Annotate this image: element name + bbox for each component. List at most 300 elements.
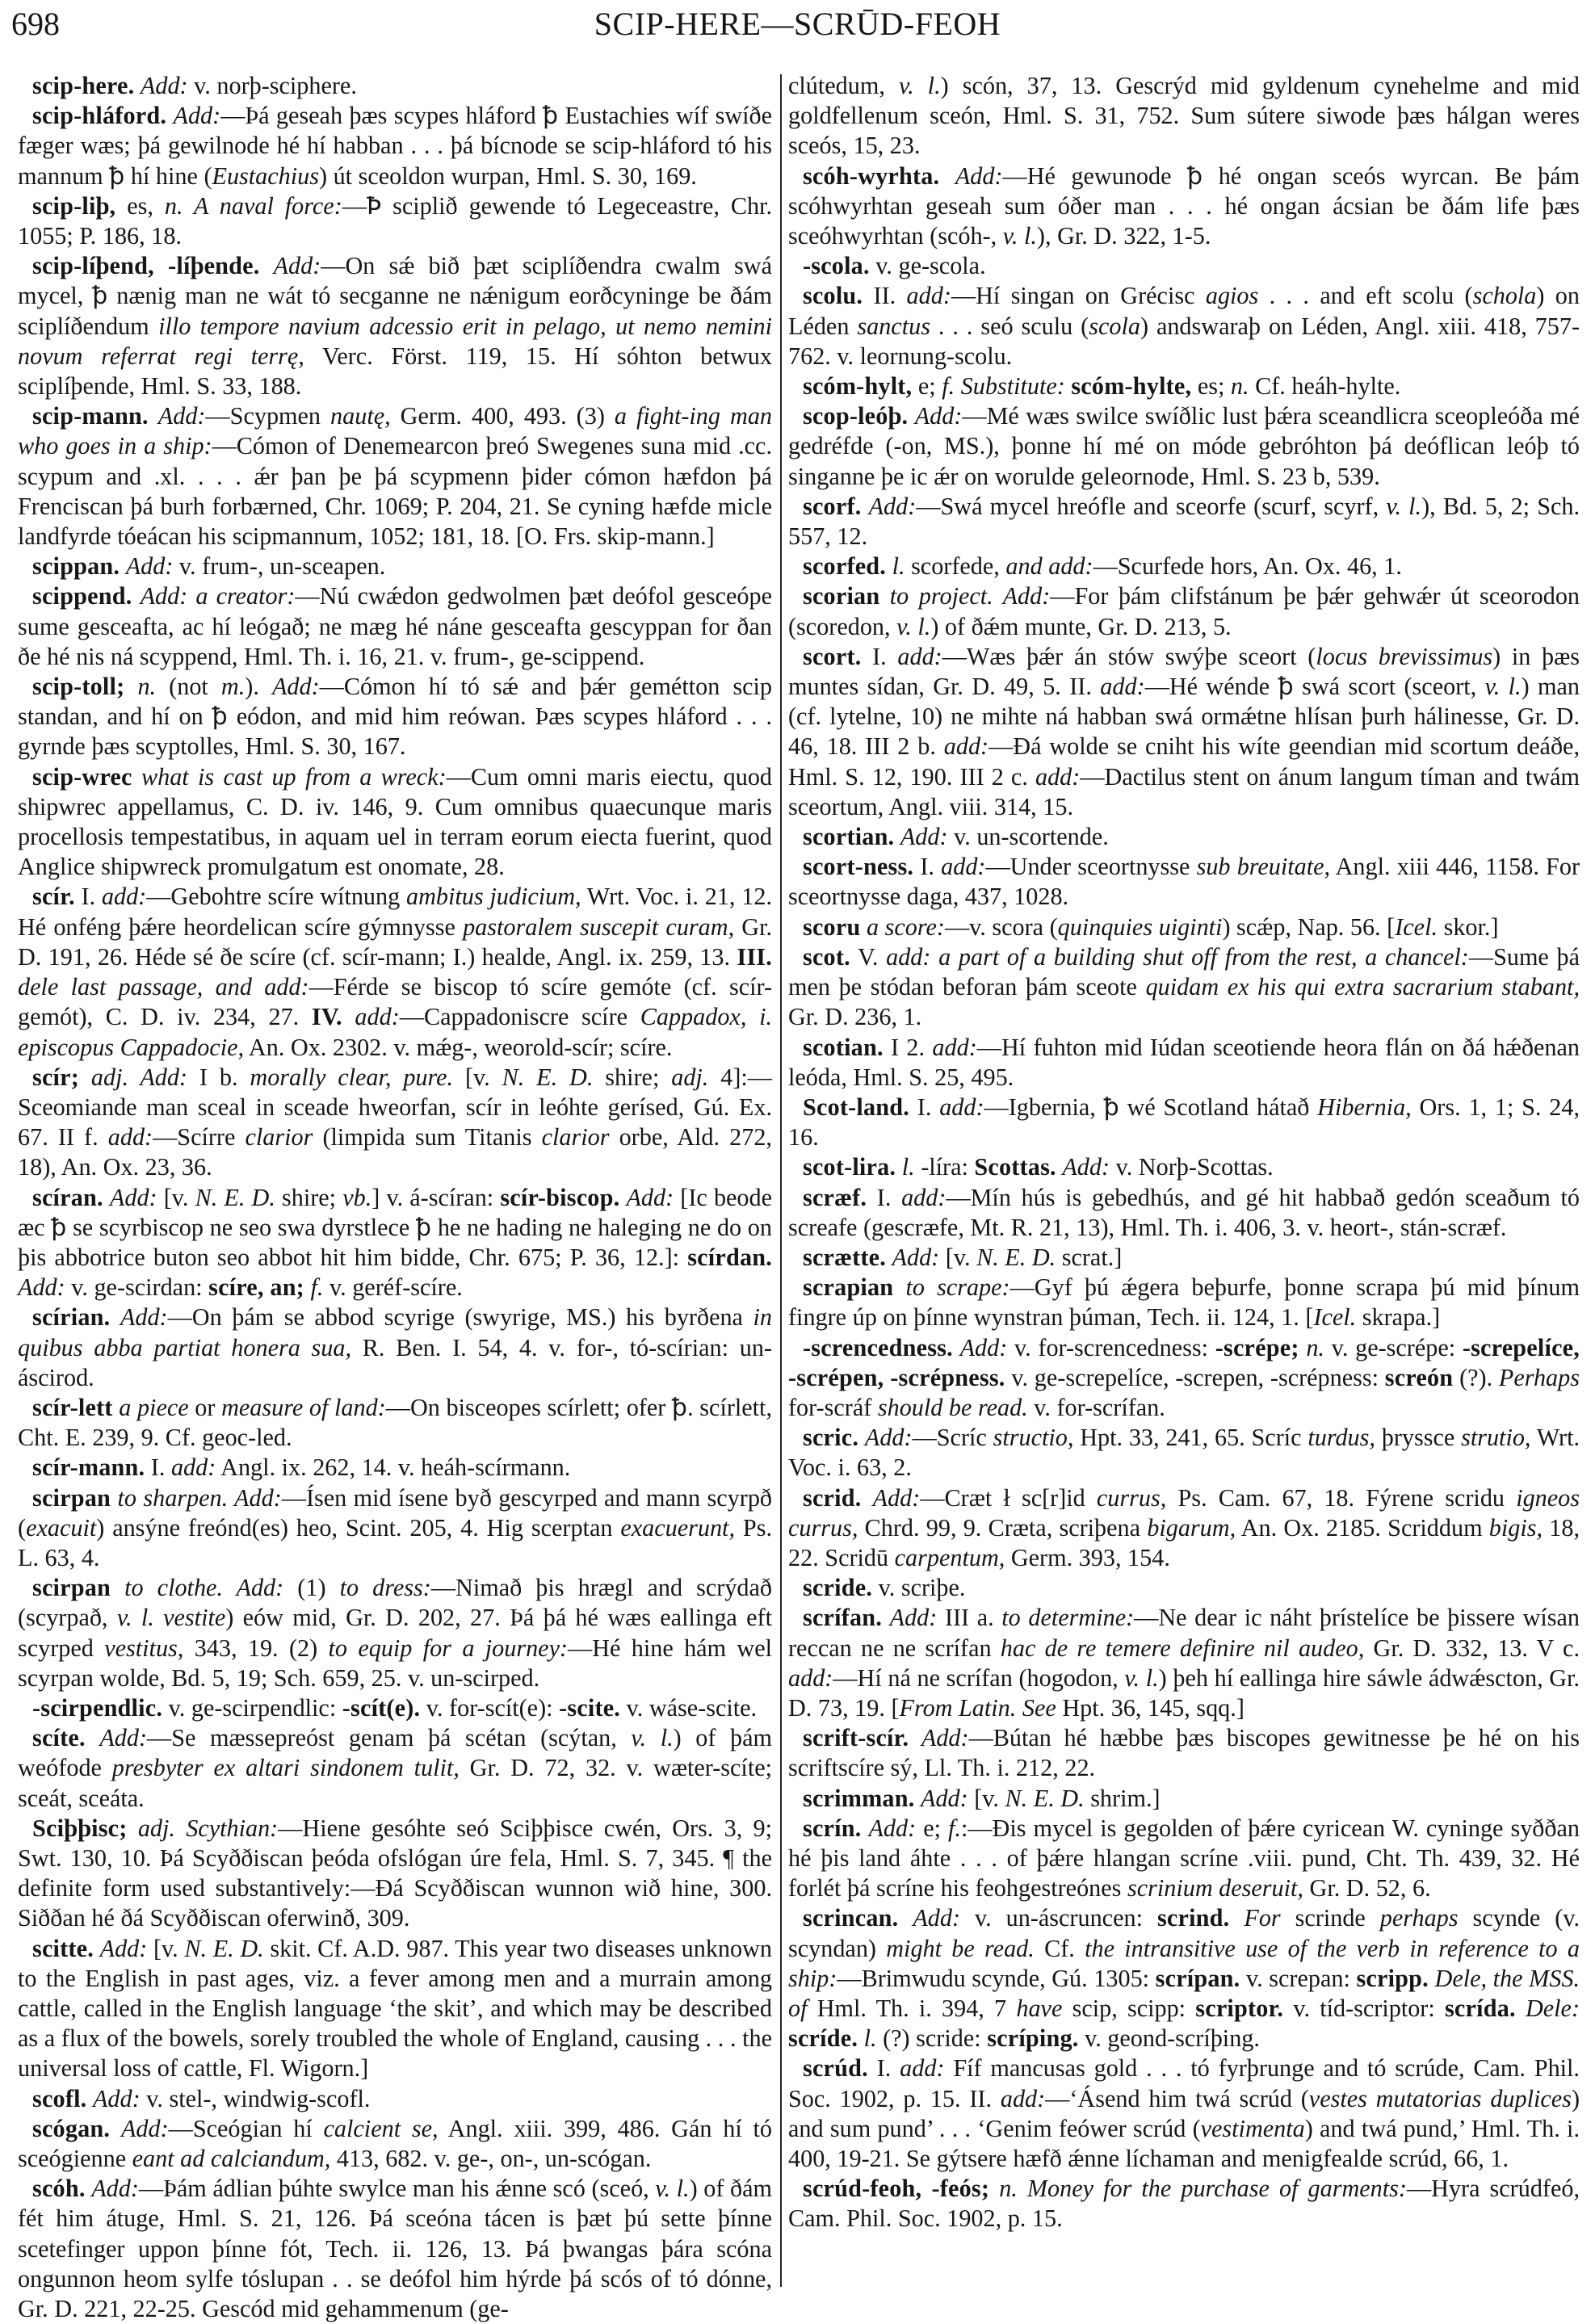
- dictionary-entry: [18, 762, 772, 883]
- dictionary-entry: [788, 942, 1580, 1033]
- italic-text: exacuerunt,: [620, 1513, 735, 1542]
- italic-text: presbyter ex altari sindonem tulit,: [111, 1754, 460, 1782]
- italic-text: Cappadox, i. episcopus Cappadocie,: [18, 1003, 773, 1061]
- entry-body: I. add:—Gebohtre scíre wítnung ambitus judicium, Wrt. Voc. i. 21, 12. Hé onféng þǽre heordelican scíre gýmnysse pastoralem suscepit curam, Gr. D. 191, 26. Héde sé ðe scíre (cf. scír-mann; I.) healde, Angl. ix. 259, 13. III. dele last passage, and add:—Férde se biscop tó scíre gemóte (cf. scír-gemót), C. D. iv. 234, 27. IV. add:—Cappadoniscre scíre Cappadox, i. episcopus Cappadocie, An. Ox. 2302. v. mǽg-, weorold-scír; scíre.: [18, 883, 773, 1061]
- left-column: [18, 71, 772, 2324]
- headword: Scot-land.: [803, 1093, 909, 1121]
- dictionary-entry: [18, 1723, 772, 1814]
- entry-body: v. ge-scirpendlic: -scít(e). v. for-scít(e): -scite. v. wáse-scite.: [162, 1693, 758, 1722]
- italic-text: add:: [1035, 762, 1081, 791]
- entry-body: Add:—Scypmen nautę, Germ. 400, 493. (3) a fight-ing man who goes in a ship:—Cómon of Denemearcon þreó Swegenes suna mid .cc. scypum and .xl. . . . ǽr þan þe þá scypmenn þider cómon hæfdon þá Frenciscan þá burh forbærned, Chr. 1069; P. 204, 21. Se cyning hæfde micle landfyrde tóeácan his scipmannum, 1052; 181, 18. [O. Frs. skip-mann.]: [18, 402, 773, 551]
- dictionary-entry: [788, 1784, 1580, 1814]
- italic-text: N. E. D.: [195, 1183, 275, 1211]
- italic-text: f.: [948, 1814, 961, 1842]
- italic-text: add:: [170, 1454, 216, 1482]
- italic-text: might be read.: [886, 1934, 1035, 1962]
- dictionary-entry: [18, 1814, 772, 1934]
- italic-text: locus brevissimus: [1316, 642, 1493, 670]
- headword: scip-mann.: [32, 402, 149, 430]
- headword: scírian.: [32, 1303, 111, 1332]
- dictionary-entry: [18, 882, 772, 1062]
- entry-body: I. add:—Mín hús is gebedhús, and gé hit habbað gedón sceaðum tó screafe (gescræfe, Mt. R. 21, 13), Hml. Th. i. 406, 3. v. heort-, stán-scræf.: [788, 1183, 1580, 1241]
- entry-body: Add: III a. to determine:—Ne dear ic náht þrístelíce be þissere wísan reccan ne ne scrífan hac de re temere definire nil audeo, Gr. D. 332, 13. V c. add:—Hí ná ne scrífan (hogodon, v. l.) þeh hí eallinga hire sáwle ádwǽscton, Gr. D. 73, 19. [From Latin. See Hpt. 36, 145, sqq.]: [788, 1604, 1580, 1722]
- italic-text: v. l.: [896, 612, 931, 640]
- entry-body: l. scorfede, and add:—Scurfede hors, An. Ox. 46, 1.: [892, 552, 1402, 581]
- headword: scóm-hylt,: [803, 372, 913, 401]
- italic-text: Eustachius: [212, 162, 319, 190]
- inline-headword: scríping.: [987, 2024, 1079, 2053]
- italic-text: vestitus,: [104, 1634, 184, 1662]
- dictionary-entry: [18, 71, 772, 101]
- italic-text: strutio,: [1461, 1424, 1531, 1452]
- entry-body: I. add: Angl. ix. 262, 14. v. heáh-scírmann.: [145, 1454, 571, 1482]
- dictionary-entry: [18, 581, 772, 672]
- italic-text: to determine:: [1001, 1604, 1135, 1632]
- italic-text: v. l.: [1124, 1663, 1159, 1692]
- italic-text: Hibernia,: [1317, 1093, 1412, 1121]
- inline-headword: scóm-hylte,: [1071, 372, 1192, 401]
- entry-body: l. -líra: Scottas. Add: v. Norþ-Scottas.: [901, 1153, 1274, 1181]
- dictionary-entry: [18, 1183, 772, 1303]
- dictionary-entry: [18, 1063, 772, 1183]
- column-divider: [780, 74, 782, 2287]
- italic-text: Add:: [900, 823, 948, 851]
- entry-body: I. add:—Under sceortnysse sub breuitate, Angl. xiii 446, 1158. For sceortnysse daga, 437, 1028.: [788, 853, 1580, 911]
- inline-headword: scríde.: [788, 2024, 858, 2053]
- headword: scorf.: [803, 492, 862, 520]
- italic-text: adj.: [671, 1063, 709, 1091]
- italic-text: to project. Add:: [889, 582, 1051, 610]
- italic-text: v. l.: [1386, 492, 1422, 520]
- running-head-title: SCIP-HERE—SCRŪD-FEOH: [594, 6, 1001, 42]
- italic-text: igneos currus,: [788, 1483, 1580, 1542]
- dictionary-entry: [788, 642, 1580, 822]
- dictionary-entry: [788, 492, 1580, 552]
- italic-text: Add:: [120, 1303, 168, 1332]
- entry-body: Add:—Mé wæs swilce swíðlic lust þǽra sceandlicra sceopleóða mé gedréfde (-on, MS.), þonne hí mé on móde gebróhton þá deóflican leóþ tó singanne þe ic ǽr on woruldе geleornode, Hml. S. 23 b, 539.: [788, 402, 1580, 490]
- dictionary-entry: [788, 1152, 1580, 1182]
- headword: scrimman.: [803, 1784, 915, 1812]
- headword: scop-leóþ.: [803, 402, 909, 430]
- inline-headword: scír-biscop.: [500, 1183, 620, 1211]
- headword: scrætte.: [803, 1243, 886, 1271]
- inline-headword: -screpelíce, -scrépen, -scrépness.: [788, 1333, 1580, 1391]
- entry-body: v. ge-scola.: [869, 252, 986, 280]
- dictionary-entry: [18, 2174, 772, 2324]
- italic-text: add:: [939, 1093, 984, 1121]
- dictionary-entry: [18, 552, 772, 581]
- italic-text: in quibus abba partiat honera sua,: [18, 1303, 772, 1361]
- italic-text: bigarum,: [1147, 1513, 1236, 1542]
- dictionary-entry: [788, 1723, 1580, 1783]
- italic-text: sanctus: [857, 312, 930, 340]
- italic-text: v. l.: [655, 2175, 690, 2203]
- italic-text: a score:: [866, 912, 945, 941]
- dictionary-entry: [788, 1573, 1580, 1603]
- italic-text: clarior: [245, 1123, 313, 1152]
- headword: scirpan: [32, 1483, 111, 1512]
- headword: scippan.: [32, 552, 120, 581]
- italic-text: pastoralem suscepit curam,: [463, 912, 735, 941]
- inline-headword: scrída.: [1444, 1995, 1516, 2022]
- dictionary-entry: [788, 852, 1580, 912]
- dictionary-entry: [788, 1423, 1580, 1483]
- headword: scippend.: [32, 582, 132, 610]
- headword: scot.: [803, 942, 850, 971]
- italic-text: hac de re temere definire nil audeo,: [1000, 1634, 1365, 1662]
- italic-text: Add:: [959, 1333, 1008, 1361]
- inline-headword: -scít(e).: [342, 1693, 421, 1722]
- headword: scrift-scír.: [803, 1724, 909, 1752]
- entry-body: to sharpen. Add:—Ísen mid ísene byð gescyrped and mann scyrpð (exacuit) ansýne freónd(es) heo, Scint. 205, 4. Hig scerptan exacuerunt, Ps. L. 63, 4.: [18, 1483, 773, 1571]
- italic-text: vb.: [342, 1183, 372, 1211]
- italic-text: m.: [220, 673, 246, 701]
- dictionary-entry: [788, 1333, 1580, 1424]
- italic-text: Add:: [140, 72, 188, 99]
- italic-text: Add:: [1062, 1153, 1110, 1181]
- entry-body: e; f. Substitute: scóm-hylte, es; n. Cf. heáh-hylte.: [912, 372, 1401, 401]
- headword: scorfed.: [803, 552, 887, 581]
- italic-text: to dress:: [339, 1574, 431, 1602]
- dictionary-entry: [788, 581, 1580, 641]
- italic-text: structio,: [993, 1424, 1074, 1452]
- italic-text: For: [1244, 1904, 1281, 1932]
- entry-body: Add:—Bútan hé hæbbe þæs biscopes gewitnesse þe hé on his scriftscíre sý, Ll. Th. i. 212, 22.: [788, 1724, 1580, 1782]
- italic-text: Add:: [955, 162, 1003, 190]
- italic-text: measure of land:: [221, 1393, 386, 1421]
- inline-headword: IV.: [311, 1003, 342, 1031]
- italic-text: should be read.: [877, 1393, 1028, 1421]
- headword: Sciþþisc;: [32, 1814, 128, 1842]
- italic-text: scola: [1089, 312, 1140, 340]
- headword: scræf.: [803, 1183, 867, 1211]
- headword: scóh.: [32, 2175, 86, 2203]
- entry-body: to project. Add:—For þám clifstánum þe þǽr gehwǽr út sceorodon (scoredon, v. l.) of ðǽm munte, Gr. D. 213, 5.: [788, 582, 1580, 640]
- italic-text: add:: [901, 1183, 947, 1211]
- italic-text: Add:: [157, 402, 206, 430]
- italic-text: ambitus judicium,: [406, 883, 581, 911]
- italic-text: add:: [943, 732, 989, 761]
- italic-text: clarior: [541, 1123, 610, 1152]
- entry-body: Add: v. un-scortende.: [900, 823, 1109, 851]
- headword: scrincan.: [803, 1904, 899, 1932]
- italic-text: bigis,: [1488, 1513, 1543, 1542]
- italic-text: add:: [941, 853, 986, 881]
- italic-text: Add:: [91, 2175, 139, 2203]
- dictionary-entry: [788, 1483, 1580, 1574]
- italic-text: perhaps: [1379, 1904, 1459, 1932]
- headword: scóh-wyrhta.: [803, 162, 940, 190]
- italic-text: turdus,: [1307, 1424, 1375, 1452]
- dictionary-entry: [788, 1814, 1580, 1904]
- italic-text: n.: [1230, 372, 1249, 401]
- italic-text: to equip for a journey:: [328, 1634, 569, 1662]
- italic-text: Add:: [99, 1934, 148, 1962]
- italic-text: Add:: [120, 2114, 169, 2142]
- entry-body: Add:—On sǽ bið þæt sciplíðendra cwalm swá mycel, ꝥ nænig man ne wát tó secganne ne nǽnigum eorðcyninge be ðám sciplíðendum illo tempore navium adcessio erit in pelago, ut nemo nemini novum referrat regi terrę, Verc. Först. 119, 15. Hí sóhton betwux sciplíþende, Hml. S. 33, 188.: [18, 252, 772, 401]
- italic-text: v. l.: [1002, 222, 1037, 250]
- dictionary-entry: [788, 162, 1580, 252]
- italic-text: have: [1016, 1995, 1063, 2022]
- dictionary-entry: [18, 2114, 772, 2174]
- italic-text: schola: [1472, 282, 1537, 310]
- dictionary-entry: [18, 401, 772, 552]
- italic-text: add:: [906, 282, 951, 310]
- headword: scip-hláford.: [32, 102, 167, 130]
- entry-body: I. add:—Wæs þǽr án stów swýþe sceort (locus brevissimus) in þæs muntes sídan, Gr. D. 49, 5. II. add:—Hé wénde ꝥ swá scort (sceort, v. l.) man (cf. lytelne, 10) ne mihte ná habban swá ormǽtne hlísan þurh hálinesse, Gr. D. 46, 18. III 2 b. add:—Ðá wolde se cniht his wíte geendian mid scortum deáðe, Hml. S. 12, 190. III 2 c. add:—Dactilus stent on ánum langum tíman and twám sceortum, Angl. viii. 314, 15.: [788, 642, 1580, 820]
- inline-headword: scriptor.: [1195, 1995, 1284, 2022]
- dictionary-entry: [788, 401, 1580, 492]
- italic-text: l.: [892, 552, 905, 581]
- italic-text: Add:: [109, 1183, 157, 1211]
- entry-body: n. Money for the purchase of garments:—Hyra scrúdfeó, Cam. Phil. Soc. 1902, p. 15.: [788, 2175, 1580, 2233]
- italic-text: calcient se,: [323, 2114, 439, 2142]
- italic-text: Add:: [864, 1424, 913, 1452]
- entry-body: adj. Add: I b. morally clear, pure. [v. N. E. D. shire; adj. 4]:—Sceomiande man sceal in sceade hweorfan, scír in leóhte gerísed, Gú. Ex. 67. II f. add:—Scírre clarior (limpida sum Titanis clarior orbe, Ald. 272, 18), An. Ox. 23, 36.: [18, 1063, 772, 1181]
- dictionary-entry: [788, 822, 1580, 852]
- dictionary-entry: [788, 71, 1580, 162]
- dictionary-entry: [18, 251, 772, 401]
- headword: scotian.: [803, 1033, 884, 1061]
- dictionary-entry: [18, 1303, 772, 1393]
- italic-text: Add:: [125, 552, 174, 581]
- headword: scorian: [803, 582, 880, 610]
- entry-body: Add: a creator:—Nú cwǽdon gedwolmen þæt deófol gesceópe sume gesceafta, ac hí leógað; ne mæg hé náne gesceafta gescyppan for ðan ðe hé nis ná scyppend, Hml. Th. i. 16, 21. v. frum-, ge-scippend.: [18, 582, 772, 670]
- entry-body: Add:—Swá mycel hreófle and sceorfe (scurf, scyrf, v. l.), Bd. 5, 2; Sch. 557, 12.: [788, 492, 1580, 551]
- dictionary-entry: [788, 251, 1580, 281]
- italic-text: currus,: [1096, 1483, 1167, 1512]
- italic-text: v. l.: [1484, 673, 1522, 701]
- headword: scrapian: [803, 1273, 894, 1302]
- italic-text: Add:: [273, 252, 321, 280]
- entry-body: to scrape:—Gyf þú ǽgera beþurfe, þonne scrapa þú mid þínum fingre úp on þínne wynstran þúman, Tech. ii. 124, 1. [Icel. skrapa.]: [788, 1273, 1580, 1332]
- headword: scír.: [32, 883, 75, 911]
- dictionary-entry: [18, 1573, 772, 1693]
- entry-body: Add:—Þám ádlian þúhte swylce man his ǽnne scó (sceó, v. l.) of ðám fét him átuge, Hml. S. 21, 126. Þá sceóna tácen is þæt þú sette þínne scetefinger uppon þínne fót, Tech. ii. 126, 13. Þá þwangas þára scóna ongunnon heom sylfe tóslupan . . se deófol him hýrde þá scós of tó dónne, Gr. D. 221, 22-25. Gescód mid gehammenum (ge-: [18, 2175, 772, 2323]
- italic-text: a fight-ing man who goes in a ship:: [18, 402, 773, 460]
- entry-body: I 2. add:—Hí fuhton mid Iúdan sceotiende heora flán on ðá hǽðenan leóda, Hml. S. 25, 495.: [788, 1033, 1580, 1091]
- entry-body: Add: [v. N. E. D. scrat.]: [892, 1243, 1123, 1271]
- italic-text: Add:: [892, 1243, 940, 1271]
- italic-text: nautę,: [330, 402, 391, 430]
- italic-text: l.: [901, 1153, 915, 1181]
- headword: scolu.: [803, 282, 863, 310]
- italic-text: Add:: [889, 1604, 938, 1632]
- inline-headword: scripp.: [1356, 1964, 1429, 1992]
- headword: scip-liþ,: [32, 191, 116, 220]
- headword: scric.: [803, 1424, 859, 1452]
- entry-body: Add:—Se mæssepreóst genam þá scétan (scýtan, v. l.) of þám weófode presbyter ex altari sindonem tulit, Gr. D. 72, 32. v. wæter-scíte; sceát, sceáta.: [18, 1724, 773, 1812]
- entry-body: Add: v. for-screncedness: -scrépe; n. v. ge-scrépe: -screpelíce, -scrépen, -scrépness. v. ge-screpelíce, -screpen, -scrépness: screón (?). Perhaps for-scráf should be read. v. for-scrífan.: [788, 1333, 1580, 1421]
- headword: scíte.: [32, 1724, 86, 1752]
- italic-text: add:: [107, 1123, 153, 1152]
- italic-text: Add:: [173, 102, 221, 130]
- dictionary-entry: [18, 1693, 772, 1723]
- italic-text: scrinium deseruit,: [1127, 1874, 1303, 1902]
- italic-text: Add: a creator:: [140, 582, 296, 610]
- entry-body: v. scriþe.: [872, 1574, 966, 1602]
- headword: scoru: [803, 912, 861, 941]
- italic-text: Dele, the MSS. of: [788, 1964, 1580, 2022]
- italic-text: Add:: [921, 1724, 969, 1752]
- headword: scíran.: [32, 1183, 103, 1211]
- dictionary-entry: [788, 371, 1580, 401]
- italic-text: what is cast up from a wreck:: [141, 762, 447, 791]
- italic-text: eant ad calciandum,: [132, 2145, 331, 2173]
- italic-text: Icel.: [1395, 912, 1438, 941]
- italic-text: quinquies uiginti: [1057, 912, 1223, 941]
- italic-text: carpentum,: [894, 1543, 1005, 1571]
- entry-body: Add: [v. N. E. D. skit. Cf. A.D. 987. This year two diseases unknown to the English in past ages, viz. a fever among men and a murrain among cattle, called in the English language ‘the skit’, and which may be described as a flux of the bowels, sorely troubled the whole of England, causing . . . the universal loss of cattle, Fl. Wigorn.]: [18, 1934, 772, 2083]
- italic-text: add:: [788, 1663, 833, 1692]
- dictionary-entry: [788, 912, 1580, 942]
- italic-text: N. E. D.: [1005, 1784, 1085, 1812]
- entry-body: Add:—Þá geseah þæs scypes hláford ꝥ Eustachies wíf swíðe fæger wæs; þá gewilnode hé hí habban . . . þá bícnode se scip-hláford tó his mannum ꝥ hí hine (Eustachius) út sceoldon wurpan, Hml. S. 30, 169.: [18, 102, 773, 190]
- headword: scrid.: [803, 1483, 862, 1512]
- italic-text: adj. Scythian:: [137, 1814, 279, 1842]
- italic-text: adj. Add:: [90, 1063, 188, 1091]
- headword: scip-here.: [32, 72, 135, 99]
- italic-text: f. Substitute:: [942, 372, 1065, 401]
- page-number: 698: [11, 6, 60, 42]
- italic-text: sub breuitate,: [1196, 853, 1331, 881]
- inline-headword: scíre, an;: [208, 1273, 304, 1302]
- dictionary-entry: [788, 1903, 1580, 2053]
- dictionary-entry: [788, 1243, 1580, 1273]
- headword: scrúd.: [803, 2054, 868, 2083]
- dictionary-entry: [788, 1033, 1580, 1093]
- italic-text: add:: [897, 642, 942, 670]
- italic-text: to clothe. Add:: [124, 1574, 284, 1602]
- headword: scrín.: [803, 1814, 862, 1842]
- italic-text: Add:: [868, 492, 917, 520]
- dictionary-entry: [788, 1273, 1580, 1332]
- italic-text: Add:: [868, 1814, 917, 1842]
- headword: scride.: [803, 1574, 873, 1602]
- italic-text: to sharpen. Add:: [117, 1483, 282, 1512]
- italic-text: the intransitive use of the verb in reference to a ship:: [788, 1934, 1580, 1992]
- entry-body: es, n. A naval force:—Ꝥ sciplið gewende tó Legeceastre, Chr. 1055; P. 186, 18.: [18, 191, 773, 250]
- italic-text: N. E. D.: [976, 1243, 1056, 1271]
- italic-text: Add:: [18, 1273, 65, 1302]
- entry-body: adj. Scythian:—Hiene gesóhte seó Sciþþisce cwén, Ors. 3, 9; Swt. 130, 10. Þá Scyððiscan þeóda ofslógan úre fela, Hml. S. 7, 345. ¶ the definite form used substantively:—Ðá Scyððiscan wunnon wið hine, 300. Siððan hé ðá Scyððiscan oferwinð, 309.: [18, 1814, 773, 1932]
- entry-body: Add:—Scríc structio, Hpt. 33, 241, 65. Scríc turdus, þryssce strutio, Wrt. Voc. i. 63, 2.: [788, 1424, 1580, 1482]
- dictionary-entry: [18, 1934, 772, 2084]
- italic-text: add:: [932, 1033, 977, 1061]
- dictionary-entry: [18, 1483, 772, 1574]
- italic-text: Add:: [626, 1183, 674, 1211]
- entry-body: Add:—Sceógian hí calcient se, Angl. xiii. 399, 486. Gán hí tó sceógienne eant ad calciandum, 413, 682. v. ge-, on-, un-scógan.: [18, 2114, 772, 2173]
- entry-body: II. add:—Hí singan on Grécisc agios . . . and eft scolu (schola) on Léden sanctus . . . seó sculu (scola) andswaraþ on Léden, Angl. xiii. 418, 757-762. v. leornung-scolu.: [788, 282, 1580, 370]
- headword: scír;: [32, 1063, 79, 1091]
- entry-body: what is cast up from a wreck:—Cum omni maris eiectu, quod shipwrec appellamus, C. D. iv. 146, 9. Cum omnibus quaecunque maris procellosis tempestatibus, in aquam uel in terram eorum eiecta fuerint, quod Anglice shipwreck promulgatum est onomate, 28.: [18, 762, 773, 881]
- entry-body: clútedum, v. l.) scón, 37, 13. Gescrýd mid gyldenum cynehelme and mid goldfellenum sceón, Hml. S. 31, 752. Sum sútere siwode þæs hálgan weres sceós, 15, 23.: [788, 72, 1580, 160]
- italic-text: add:: [101, 883, 147, 911]
- italic-text: v. l.: [898, 72, 941, 99]
- entry-body: Add: v. frum-, un-sceapen.: [125, 552, 386, 581]
- dictionary-entry: [18, 672, 772, 762]
- italic-text: Icel.: [1313, 1303, 1357, 1332]
- italic-text: illo tempore navium adcessio erit in pelago, ut nemo nemini novum referrat regi terrę,: [18, 312, 772, 370]
- entry-body: V. add: a part of a building shut off from the rest, a chancel:—Sume þá men þe stódan beforan þám sceote quidam ex his qui extra sacrarium stabant, Gr. D. 236, 1.: [788, 942, 1580, 1031]
- entry-body: I. add: Fíf mancusas gold . . . tó fyrþrunge and tó scrúde, Cam. Phil. Soc. 1902, p. 15. II. add:—‘Ásend him twá scrúd (vestes mutatorias duplices) and sum pund’ . . . ‘Genim feówer scrúd (vestimenta) and twá pund,’ Hml. Th. i. 400, 19-21. Se gýtsere hæfð ǽnne líchaman and menigfealde scrúd, 66, 1.: [788, 2054, 1580, 2173]
- headword: scofl.: [32, 2084, 87, 2112]
- headword: scír-mann.: [32, 1454, 145, 1482]
- italic-text: exacuit: [26, 1513, 97, 1542]
- dictionary-entry: [18, 1453, 772, 1483]
- headword: scot-lira.: [803, 1153, 896, 1181]
- headword: -scola.: [803, 252, 870, 280]
- inline-headword: -scite.: [559, 1693, 621, 1722]
- entry-body: n. (not m.). Add:—Cómon hí tó sǽ and þǽr gemétton scip standan, and hí on ꝥ eódon, and mid him reówan. Þæs scypes hláford . . . gyrnde þæs scyptolles, Hml. S. 30, 167.: [18, 673, 772, 761]
- inline-headword: scrind.: [1156, 1904, 1230, 1932]
- headword: scort-ness.: [803, 853, 914, 881]
- entry-body: a score:—v. scora (quinquies uiginti) scǽp, Nap. 56. [Icel. skor.]: [866, 912, 1499, 941]
- italic-text: n.: [1306, 1333, 1324, 1361]
- headword: scír-lett: [32, 1393, 113, 1421]
- dictionary-entry: [788, 1183, 1580, 1243]
- italic-text: Add:: [921, 1784, 968, 1812]
- dictionary-entry: [788, 552, 1580, 581]
- italic-text: f.: [310, 1273, 324, 1302]
- italic-text: Add:: [913, 1904, 961, 1932]
- headword: scortian.: [803, 823, 895, 851]
- entry-body: Add:—Hé gewunode ꝥ hé ongan sceós wyrcan. Be þám scóhwyrhtan geseah sum óðer man . . . hé ongan ácsian be ðám life þæs sceóhwyrhtan (scóh-, v. l.), Gr. D. 322, 1-5.: [788, 162, 1580, 250]
- italic-text: vestimenta: [1200, 2114, 1305, 2142]
- headword: scógan.: [32, 2114, 111, 2142]
- inline-headword: scrípan.: [1155, 1964, 1240, 1992]
- italic-text: add:: [900, 2054, 945, 2083]
- entry-body: Add: v. stel-, windwig-scofl.: [92, 2084, 371, 2112]
- entry-body: Add:—On þám se abbod scyrige (swyrige, MS.) his byrðena in quibus abba partiat honera sua, R. Ben. I. 54, 4. v. for-, tó-scírian: un-áscirod.: [18, 1303, 772, 1391]
- entry-body: a piece or measure of land:—On bisceopes scírlett; ofer ꝥ. scírlett, Cht. E. 239, 9. Cf. geoc-led.: [18, 1393, 772, 1452]
- italic-text: n. Money for the purchase of garments:: [999, 2175, 1407, 2203]
- headword: scrífan.: [803, 1604, 883, 1632]
- dictionary-entry: [18, 191, 772, 251]
- italic-text: From Latin. See: [899, 1693, 1056, 1722]
- italic-text: v. l.: [631, 1724, 674, 1752]
- headword: scip-líþend, -líþende.: [32, 252, 260, 280]
- italic-text: add:: [1100, 673, 1145, 701]
- italic-text: n. A naval force:: [164, 191, 342, 220]
- headword: scrúd-feoh, -feós;: [803, 2175, 990, 2203]
- italic-text: N. E. D.: [502, 1063, 594, 1091]
- entry-body: Add: v. un-áscruncen: scrind. For scrinde perhaps scynde (v. scyndan) might be read. Cf. the intransitive use of the verb in reference to a ship:—Brimwudu scynde, Gú. 1305: scrípan. v. screpan: scripp. Dele, the MSS. of Hml. Th. i. 394, 7 have scip, scipp: scriptor. v. tíd-scriptor: scrída. Dele: scríde. l. (?) scride: scríping. v. geond-scríþing.: [788, 1904, 1580, 2053]
- italic-text: v. l. vestite: [116, 1604, 226, 1632]
- dictionary-entry: [788, 1093, 1580, 1152]
- italic-text: Add:: [99, 1724, 148, 1752]
- dictionary-entry: [18, 101, 772, 191]
- italic-text: Add:: [872, 1483, 921, 1512]
- italic-text: and add:: [1005, 552, 1093, 581]
- italic-text: agios: [1205, 282, 1259, 310]
- dictionary-entry: [18, 1393, 772, 1453]
- italic-text: to scrape:: [905, 1273, 1010, 1302]
- inline-headword: III.: [737, 942, 772, 971]
- italic-text: add: a part of a building shut off from the rest, a chancel:: [886, 942, 1469, 971]
- entry-body: Add: [v. N. E. D. shire; vb.] v. á-scíran: scír-biscop. Add: [Ic beode æc ꝥ se scyrbiscop ne seo swa dyrstlece ꝥ he ne hading ne haleging ne do on þis abbotrice buton seo abbot hit him bidde, Chr. 675; P. 36, 12.]: scírdan. Add: v. ge-scirdan: scíre, an; f. v. geréf-scíre.: [18, 1183, 773, 1302]
- italic-text: Add:: [914, 402, 963, 430]
- italic-text: N. E. D.: [184, 1934, 264, 1962]
- headword: scip-wrec: [32, 762, 132, 791]
- italic-text: n.: [137, 673, 157, 701]
- entry-body: I. add:—Igbernia, ꝥ wé Scotland hátað Hibernia, Ors. 1, 1; S. 24, 16.: [788, 1093, 1580, 1152]
- headword: scort.: [803, 642, 862, 670]
- right-column: [788, 71, 1580, 2234]
- dictionary-entry: [18, 2084, 772, 2114]
- dictionary-entry: [788, 1603, 1580, 1723]
- italic-text: add:: [355, 1003, 400, 1031]
